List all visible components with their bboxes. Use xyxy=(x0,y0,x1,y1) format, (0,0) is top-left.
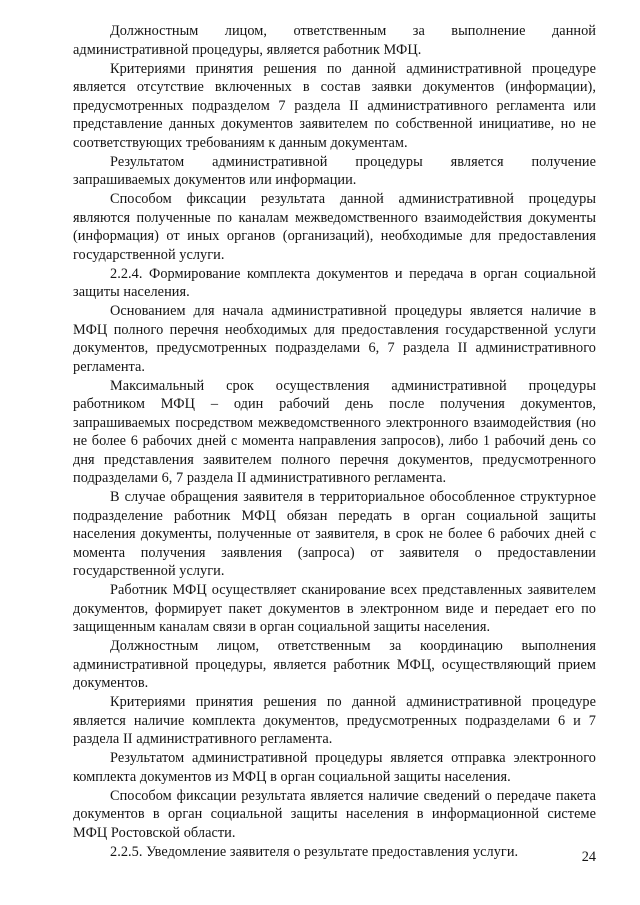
paragraph-decision-criteria-2: Критериями принятия решения по данной административной процедуре является наличие комплекта документов, предусмотренных подразделами 6 и 7 раздела II административного регламента. xyxy=(73,694,596,747)
paragraph-procedure-result: Результатом административной процедуры является получение запрашиваемых документов или информации. xyxy=(73,153,596,188)
paragraph-scanning: Работник МФЦ осуществляет сканирование всех представленных заявителем документов, формирует пакет документов в электронном виде и передает его по защищенным каналам связи в орган социальной защиты населения. xyxy=(73,582,596,635)
paragraph-procedure-result-2: Результатом административной процедуры является отправка электронного комплекта документов из МФЦ в орган социальной защиты населения. xyxy=(73,750,596,785)
paragraph-max-term: Максимальный срок осуществления административной процедуры работником МФЦ – один рабочий день после получения документов, запрашиваемых посредством межведомственного электронного взаимодействия (но не более 6 рабочих дней с момента направления запросов), либо 1 рабочий день со дня представления заявителем полного перечня документов, предусмотренного подразделами 6, 7 раздела II административного регламента. xyxy=(73,377,596,486)
section-heading-2-2-5: 2.2.5. Уведомление заявителя о результате предоставления услуги. xyxy=(110,843,519,860)
paragraph-territorial-unit: В случае обращения заявителя в территориальное обособленное структурное подразделение работник МФЦ обязан передать в орган социальной защиты населения документы, полученные от заявителя, в срок не более 6 рабочих дней с момента получения заявления (запроса) от заявителя о предоставлении государственной услуги. xyxy=(73,489,596,579)
paragraph-decision-criteria: Критериями принятия решения по данной административной процедуре является отсутствие включенных в состав заявки документов (информации), предусмотренных подразделом 7 раздела II административного регламента или представление данных документов заявителем по собственной инициативе, но не соответствующих требованиям к данным документам. xyxy=(73,60,596,151)
paragraph-procedure-basis: Основанием для начала административной процедуры является наличие в МФЦ полного перечня необходимых для предоставления государственной услуги документов, предусмотренных подразделами 6, 7 раздела II административного регламента. xyxy=(73,303,596,375)
page-number: 24 xyxy=(581,849,596,865)
paragraph-fixation-method-2: Способом фиксации результата является наличие сведений о передаче пакета документов в орган социальной защиты населения в информационной системе МФЦ Ростовской области. xyxy=(73,787,596,841)
document-body xyxy=(73,22,596,862)
paragraph-coordination-official: Должностным лицом, ответственным за координацию выполнения административной процедуры, является работник МФЦ, осуществляющий прием документов. xyxy=(73,638,596,691)
paragraph-fixation-method: Способом фиксации результата данной административной процедуры являются полученные по каналам межведомственного взаимодействия документы (информация) от иных органов (организаций), необходимые для предоставления государственной услуги. xyxy=(73,191,596,263)
paragraph-official-mfc: Должностным лицом, ответственным за выполнение данной административной процедуры, является работник МФЦ. xyxy=(73,23,596,58)
section-heading-2-2-4: 2.2.4. Формирование комплекта документов и передача в орган социальной защиты населения. xyxy=(73,265,596,300)
